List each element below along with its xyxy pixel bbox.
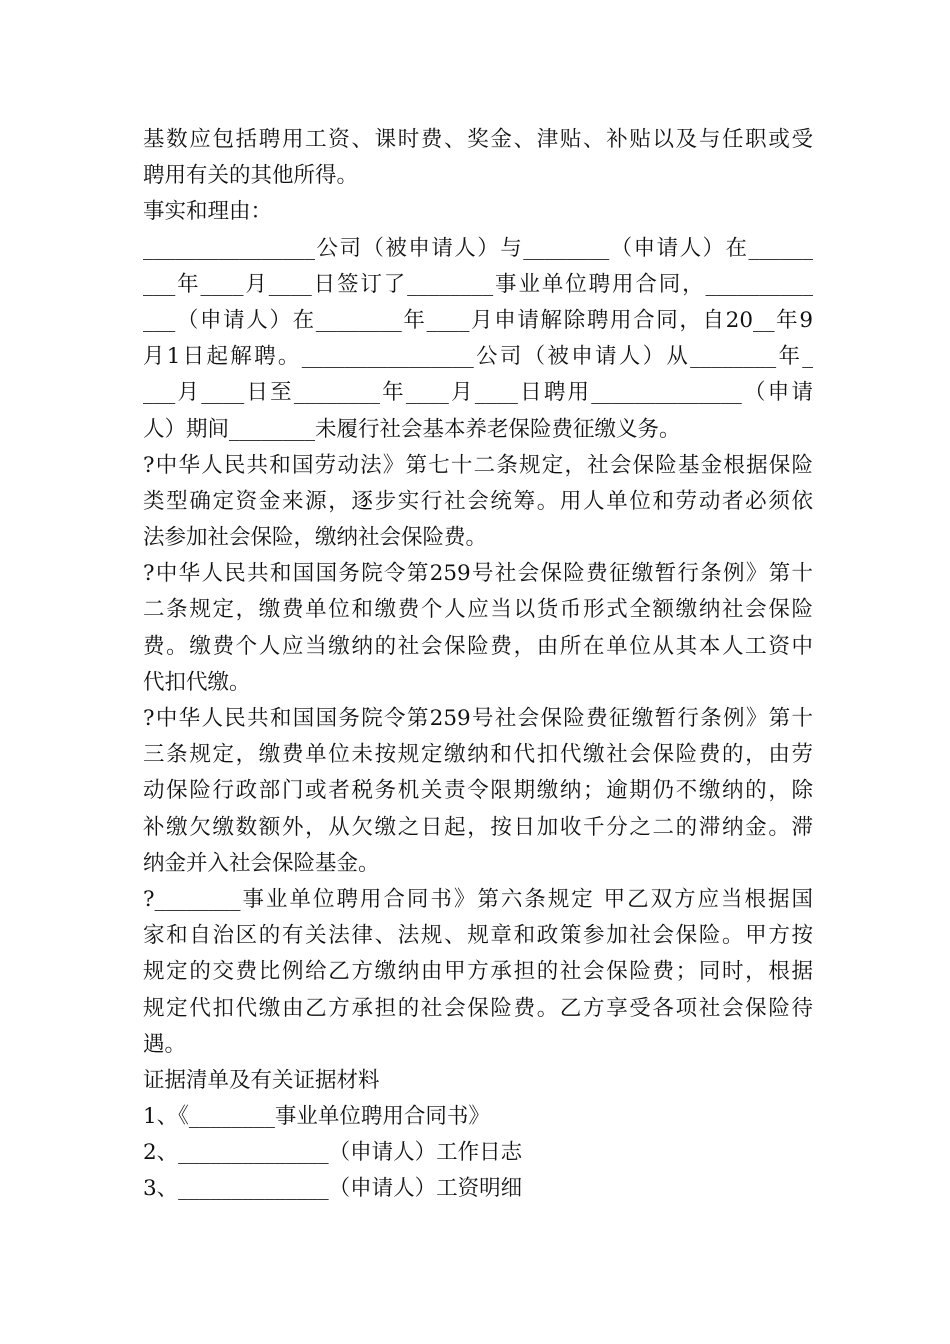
document-line: 基数应包括聘用工资、课时费、奖金、津贴、补贴以及与任职或受	[143, 127, 813, 152]
document-line: 聘用有关的其他所得。	[143, 163, 359, 189]
document-line: 遇。	[143, 1031, 187, 1057]
document-line: 事实和理由：	[143, 199, 273, 225]
document-line: 1、《________事业单位聘用合同书》	[143, 1104, 490, 1130]
document-line: 月1日起解聘。________________公司（被申请人）从________年_	[143, 344, 813, 370]
document-line: 代扣代缴。	[143, 669, 251, 695]
document-line: 类型确定资金来源，逐步实行社会统筹。用人单位和劳动者必须依	[143, 488, 813, 514]
document-line: ?中华人民共和国劳动法》第七十二条规定，社会保险基金根据保险	[143, 452, 813, 478]
document-line: 家和自治区的有关法律、法规、规章和政策参加社会保险。甲方按	[143, 923, 813, 949]
document-line: 规定代扣代缴由乙方承担的社会保险费。乙方享受各项社会保险待	[143, 995, 813, 1021]
document-line: ?中华人民共和国国务院令第259号社会保险费征缴暂行条例》第十	[143, 561, 813, 587]
document-line: 3、______________（申请人）工资明细	[143, 1176, 523, 1202]
document-line: ___年____月____日签订了________事业单位聘用合同，__________	[143, 271, 813, 297]
document-line: 人）期间________未履行社会基本养老保险费征缴义务。	[143, 416, 681, 442]
document-line: 三条规定，缴费单位未按规定缴纳和代扣代缴社会保险费的，由劳	[143, 742, 813, 768]
document-line: 规定的交费比例给乙方缴纳由甲方承担的社会保险费；同时，根据	[143, 959, 813, 985]
document-line: 2、______________（申请人）工作日志	[143, 1140, 523, 1166]
document-line: 法参加社会保险，缴纳社会保险费。	[143, 525, 488, 551]
document-line: ?中华人民共和国国务院令第259号社会保险费征缴暂行条例》第十	[143, 706, 813, 731]
document-line: 二条规定，缴费单位和缴费个人应当以货币形式全额缴纳社会保险	[143, 597, 813, 623]
document-line: 纳金并入社会保险基金。	[143, 850, 380, 876]
document-line: ________________公司（被申请人）与________（申请人）在______	[143, 235, 813, 261]
document-line: 费。缴费个人应当缴纳的社会保险费，由所在单位从其本人工资中	[143, 633, 813, 659]
document-line: ___（申请人）在________年____月申请解除聘用合同，自20__年9	[143, 307, 813, 333]
document-line: 动保险行政部门或者税务机关责令限期缴纳；逾期仍不缴纳的，除	[143, 778, 813, 804]
document-line: 补缴欠缴数额外，从欠缴之日起，按日加收千分之二的滞纳金。滞	[143, 814, 813, 840]
document-line: 证据清单及有关证据材料	[143, 1067, 380, 1093]
document-line: ___月____日至________年____月____日聘用______________（申请	[143, 380, 813, 406]
document-line: ?________事业单位聘用合同书》第六条规定 甲乙双方应当根据国	[143, 886, 813, 912]
document-page	[143, 122, 813, 1208]
